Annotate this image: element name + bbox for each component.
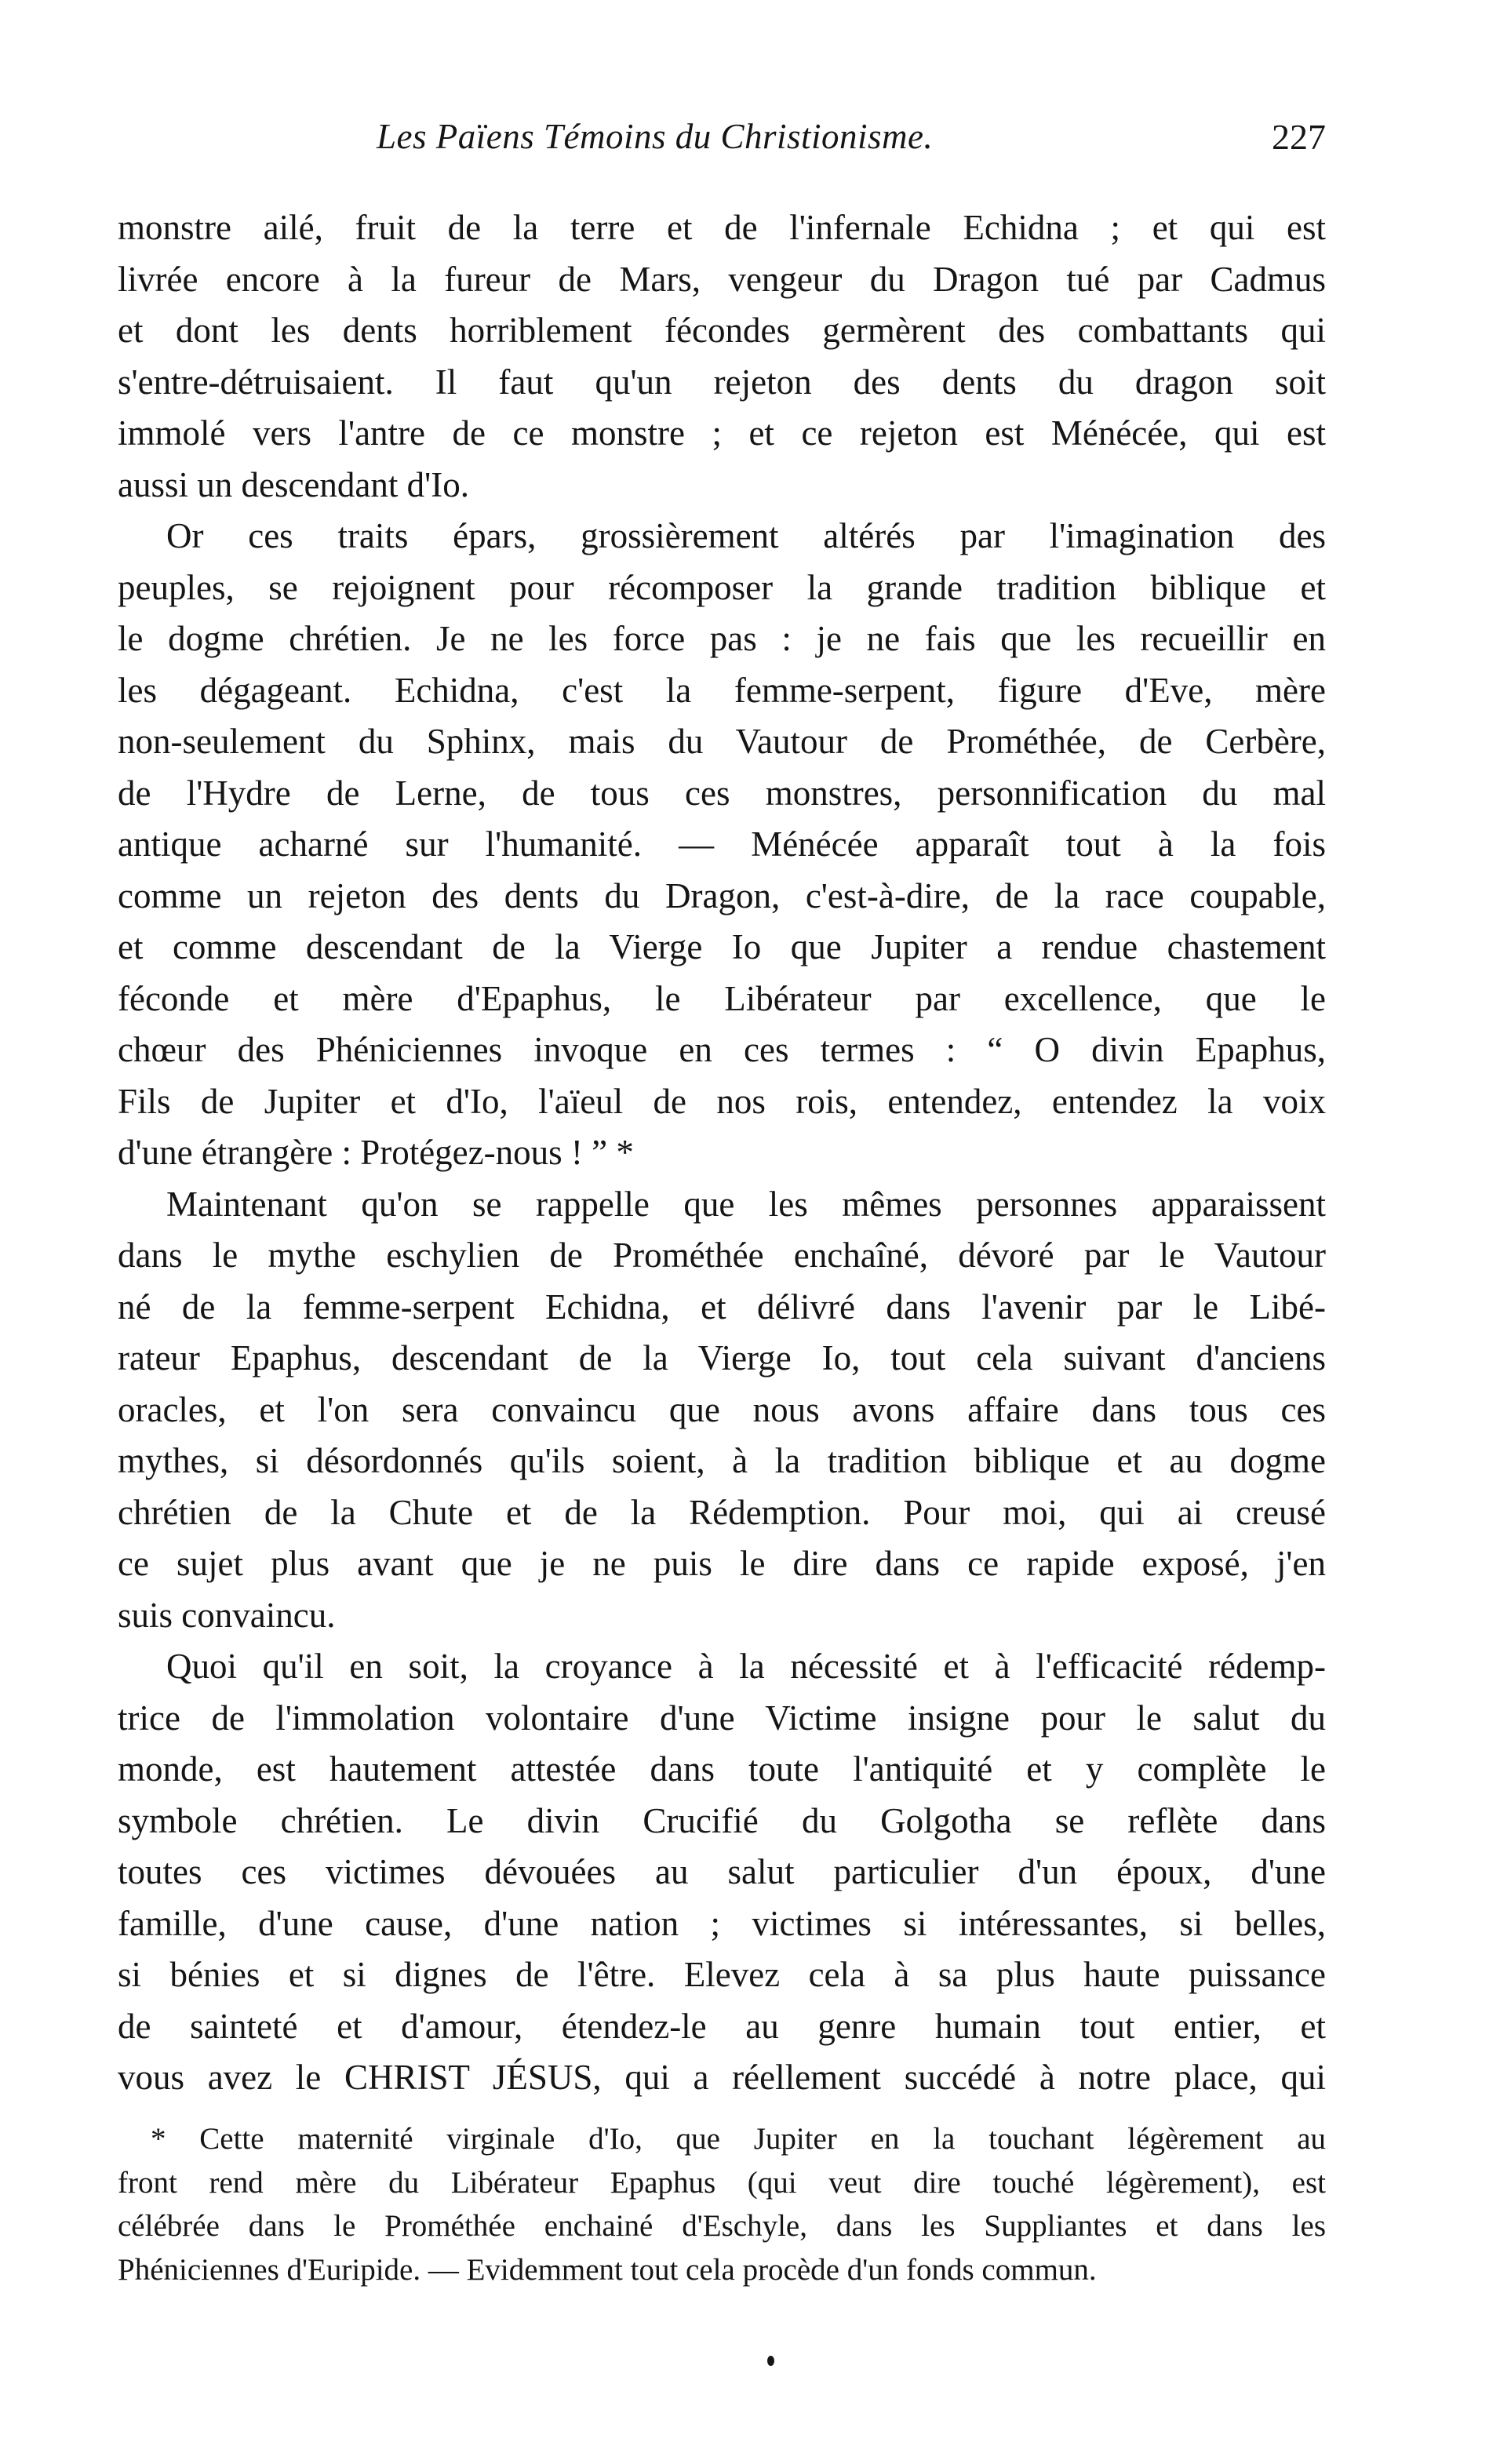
text-line: monde, est hautement attestée dans toute l'antiquité et y complète le	[118, 1749, 1326, 1789]
text-line: et dont les dents horriblement fécondes germèrent des combattants qui	[118, 311, 1326, 350]
page-number: 227	[1272, 117, 1326, 157]
text-line: ce sujet plus avant que je ne puis le dire dans ce rapide exposé, j'en	[118, 1544, 1326, 1583]
text-line: Quoi qu'il en soit, la croyance à la nécessité et à l'efficacité rédemp-	[166, 1647, 1326, 1686]
text-line: comme un rejeton des dents du Dragon, c'est-à-dire, de la race coupable,	[118, 875, 1326, 915]
text-line: monstre ailé, fruit de la terre et de l'infernale Echidna ; et qui est	[118, 208, 1326, 247]
text-line: dans le mythe eschylien de Prométhée enchaîné, dévoré par le Vautour	[118, 1236, 1326, 1275]
text-line: famille, d'une cause, d'une nation ; victimes si intéressantes, si belles,	[118, 1903, 1326, 1943]
text-line: mythes, si désordonnés qu'ils soient, à la tradition biblique et au dogme	[118, 1441, 1326, 1480]
text-line: de sainteté et d'amour, étendez-le au genre humain tout entier, et	[118, 2006, 1326, 2046]
text-line: chœur des Phéniciennes invoque en ces termes : “ O divin Epaphus,	[118, 1030, 1326, 1069]
text-line: vous avez le CHRIST JÉSUS, qui a réellement succédé à notre place, qui	[118, 2058, 1326, 2097]
text-line: suis convaincu.	[118, 1595, 336, 1635]
text-line: de l'Hydre de Lerne, de tous ces monstres, personnification du mal	[118, 773, 1326, 813]
text-line: si bénies et si dignes de l'être. Elevez cela à sa plus haute puissance	[118, 1955, 1326, 1994]
text-line: Or ces traits épars, grossièrement altérés par l'imagination des	[166, 516, 1326, 555]
text-line: Fils de Jupiter et d'Io, l'aïeul de nos rois, entendez, entendez la voix	[118, 1081, 1326, 1121]
text-line: oracles, et l'on sera convaincu que nous avons affaire dans tous ces	[118, 1389, 1326, 1429]
text-line: trice de l'immolation volontaire d'une Victime insigne pour le salut du	[118, 1698, 1326, 1738]
ink-speck	[767, 2356, 774, 2366]
footnote-line: célébrée dans le Prométhée enchainé d'Eschyle, dans les Suppliantes et dans les	[118, 2209, 1326, 2243]
text-line: antique acharné sur l'humanité. — Ménécée apparaît tout à la fois	[118, 824, 1326, 864]
text-line: peuples, se rejoignent pour récomposer la grande tradition biblique et	[118, 567, 1326, 607]
footnote-line: Phéniciennes d'Euripide. — Evidemment tout cela procède d'un fonds commun.	[118, 2252, 1097, 2287]
text-line: non-seulement du Sphinx, mais du Vautour de Prométhée, de Cerbère,	[118, 722, 1326, 761]
text-line: toutes ces victimes dévouées au salut particulier d'un époux, d'une	[118, 1852, 1326, 1891]
running-title: Les Païens Témoins du Christionisme.	[377, 117, 934, 156]
footnote	[118, 2117, 1326, 2291]
text-line: d'une étrangère : Protégez-nous ! ” *	[118, 1133, 634, 1172]
text-line: symbole chrétien. Le divin Crucifié du Golgotha se reflète dans	[118, 1800, 1326, 1840]
text-line: s'entre-détruisaient. Il faut qu'un rejeton des dents du dragon soit	[118, 362, 1326, 402]
text-line: livrée encore à la fureur de Mars, vengeur du Dragon tué par Cadmus	[118, 259, 1326, 299]
text-line: rateur Epaphus, descendant de la Vierge Io, tout cela suivant d'anciens	[118, 1338, 1326, 1378]
text-line: Maintenant qu'on se rappelle que les mêmes personnes apparaissent	[166, 1184, 1326, 1224]
footnote-line: front rend mère du Libérateur Epaphus (qui veut dire touché légèrement), est	[118, 2165, 1326, 2200]
text-line: immolé vers l'antre de ce monstre ; et ce rejeton est Ménécée, qui est	[118, 413, 1326, 453]
text-line: chrétien de la Chute et de la Rédemption. Pour moi, qui ai creusé	[118, 1492, 1326, 1532]
text-line: et comme descendant de la Vierge Io que Jupiter a rendue chastement	[118, 927, 1326, 966]
body-text	[118, 202, 1326, 2104]
text-line: féconde et mère d'Epaphus, le Libérateur par excellence, que le	[118, 978, 1326, 1018]
text-line: les dégageant. Echidna, c'est la femme-serpent, figure d'Eve, mère	[118, 670, 1326, 710]
text-line: né de la femme-serpent Echidna, et délivré dans l'avenir par le Libé-	[118, 1287, 1326, 1327]
text-line: le dogme chrétien. Je ne les force pas : je ne fais que les recueillir en	[118, 619, 1326, 658]
page-header	[118, 116, 1326, 171]
footnote-line: * Cette maternité virginale d'Io, que Jupiter en la touchant légèrement au	[151, 2122, 1326, 2156]
text-line: aussi un descendant d'Io.	[118, 464, 470, 504]
